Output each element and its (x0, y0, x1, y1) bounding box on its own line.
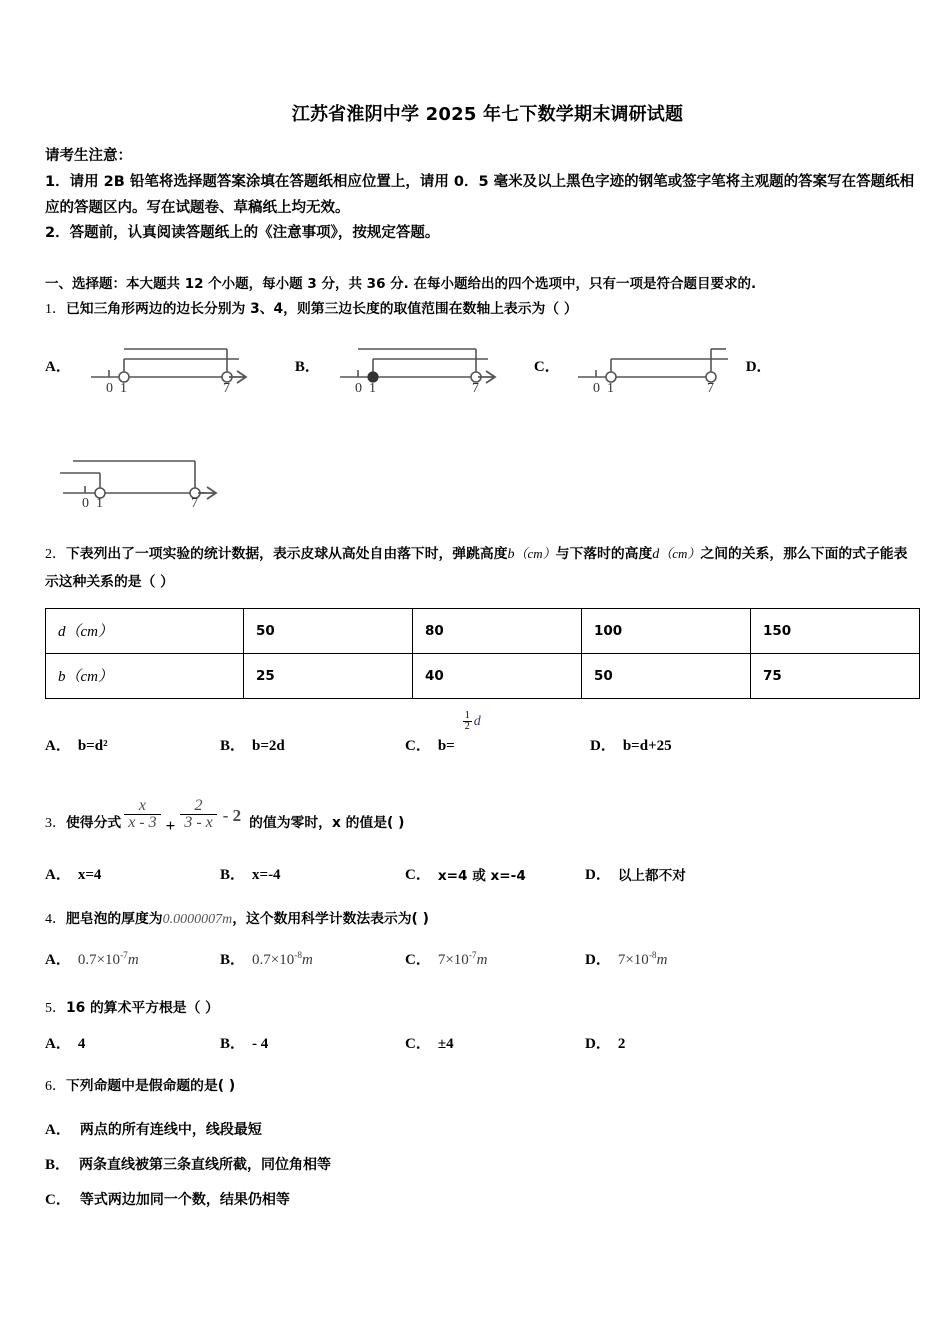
table-cell-d-1: 80 (413, 608, 582, 653)
expression-tail: - 2 (222, 806, 242, 826)
question-4-choice-c[interactable] (405, 948, 585, 969)
choice-figure-a[interactable] (45, 337, 259, 393)
question-5 (45, 995, 920, 1022)
question-2-text-part1: 下表列出了一项实验的统计数据，表示皮球从高处自由落下时，弹跳高度 (66, 546, 508, 563)
question-2-text-part3: 之间的关系，那么下面的式子能表示这种关系的是（ ） (45, 546, 908, 590)
question-2-text-part2: 与下落时的高度 (555, 546, 653, 563)
question-6-choice-c[interactable] (45, 1188, 920, 1209)
choice-value: $7\times 10^{-8}m$ (617, 950, 668, 968)
table-row (46, 608, 920, 653)
question-6-choice-a[interactable] (45, 1118, 920, 1139)
choice-value: x=4 (77, 867, 102, 884)
svg-text:7: 7 (706, 381, 714, 394)
choice-label: A． (45, 737, 71, 754)
svg-text:0: 0 (105, 381, 113, 394)
question-3-text-prefix: 使得分式 (66, 815, 122, 832)
choice-label: A． (45, 1122, 71, 1139)
question-4-choice-d[interactable] (585, 948, 667, 969)
choice-label: A． (45, 1035, 71, 1052)
choice-label: D． (590, 737, 616, 754)
table-cell-d-2: 100 (582, 608, 751, 653)
choice-label: D． (585, 1035, 611, 1052)
choice-label: D． (585, 951, 611, 968)
notice-heading: 请考生注意： (45, 148, 132, 164)
choice-label: D． (585, 867, 611, 884)
svg-text:1: 1 (119, 381, 127, 394)
choice-figure-c[interactable] (534, 337, 738, 393)
question-3-choices (45, 863, 920, 884)
question-5-choice-d[interactable] (585, 1032, 625, 1053)
number-line-d-icon (55, 447, 235, 507)
choice-value: b=2d (252, 737, 285, 754)
table-row (46, 653, 920, 698)
choice-value: b=d² (77, 737, 108, 754)
question-3-choice-d[interactable] (585, 863, 686, 884)
expression-operator: + (165, 816, 176, 836)
question-5-choice-b[interactable] (220, 1032, 405, 1053)
question-6-choice-b[interactable] (45, 1153, 920, 1174)
table-row-header-d: d（cm） (46, 608, 244, 653)
number-line-b-icon (328, 337, 508, 393)
fraction-2-numerator: 2 (194, 796, 203, 814)
choice-value: 两条直线被第三条直线所截，同位角相等 (79, 1157, 332, 1174)
table-cell-b-3: 75 (751, 653, 920, 698)
svg-text:0: 0 (354, 381, 362, 394)
question-2-choice-c[interactable] (405, 709, 590, 755)
question-1-figure-row-1 (45, 337, 920, 393)
question-3 (45, 796, 920, 842)
choice-label: C． (45, 1192, 71, 1209)
question-2-var-d: d (652, 547, 660, 563)
svg-text:7: 7 (222, 381, 230, 394)
choice-label: A． (45, 867, 71, 884)
table-cell-b-2: 50 (582, 653, 751, 698)
question-4-text-prefix: 肥皂泡的厚度为 (66, 911, 163, 928)
fraction-1-numerator: x (138, 796, 146, 814)
question-4-choices (45, 948, 920, 969)
choice-value: b=d+25 (622, 737, 672, 754)
svg-text:1: 1 (606, 381, 614, 394)
choice-label-a: A． (45, 358, 71, 375)
question-2-unit-2: （cm） (659, 546, 701, 562)
question-3-choice-a[interactable] (45, 863, 220, 884)
page-title: 江苏省淮阴中学 2025 年七下数学期末调研试题 (291, 104, 684, 125)
number-line-c-icon (568, 337, 738, 393)
choice-figure-b[interactable] (295, 337, 508, 393)
choice-figure-d[interactable] (55, 447, 235, 507)
choice-value: 等式两边加同一个数，结果仍相等 (79, 1192, 290, 1209)
svg-text:7: 7 (471, 381, 479, 394)
choice-value: ±4 (437, 1035, 454, 1052)
question-6-text: 下列命题中是假命题的是( ) (66, 1077, 236, 1094)
notice-line-1: 1．请用 2B 铅笔将选择题答案涂填在答题纸相应位置上，请用 0．5 毫米及以上黑色字迹的钢笔或签字笔将主观题的答案写在答题纸相应的答题区内。写在试题卷、草稿纸上均无效。 (45, 173, 915, 216)
choice-c-fraction (463, 711, 481, 733)
choice-label: C． (405, 1035, 431, 1052)
document-content (45, 100, 920, 1223)
question-4-value: 0.0000007m (162, 912, 233, 928)
question-1 (45, 296, 920, 323)
experiment-data-table (45, 608, 920, 699)
choice-value: 4 (77, 1035, 86, 1052)
question-5-text: 16 的算术平方根是（ ） (66, 999, 219, 1016)
choice-value: 以上都不对 (617, 868, 686, 885)
svg-text:1: 1 (368, 381, 376, 394)
question-4-number: 4． (45, 912, 66, 928)
choice-label: C． (405, 737, 431, 754)
choice-label: B． (220, 1035, 246, 1052)
svg-text:7: 7 (191, 496, 198, 508)
svg-text:0: 0 (592, 381, 600, 394)
choice-label: B． (45, 1157, 71, 1174)
fraction-1 (124, 798, 160, 833)
question-3-choice-b[interactable] (220, 863, 405, 884)
choice-label-d: D． (745, 358, 772, 375)
choice-value: $0.7\times 10^{-8}m$ (252, 950, 313, 968)
choice-value: 2 (617, 1035, 626, 1052)
question-5-choices (45, 1032, 920, 1053)
question-3-choice-c[interactable] (405, 863, 585, 884)
question-6 (45, 1073, 920, 1100)
question-2-choice-b[interactable] (220, 734, 405, 755)
fraction-variable: d (473, 713, 481, 729)
question-5-number: 5． (45, 1000, 66, 1016)
choice-label: B． (220, 867, 246, 884)
question-1-text: 已知三角形两边的边长分别为 3、4，则第三边长度的取值范围在数轴上表示为（ ） (66, 301, 578, 318)
question-6-choices (45, 1118, 920, 1209)
question-4-choice-a[interactable] (45, 948, 220, 969)
candidate-notice (45, 144, 920, 247)
number-line-a-icon (79, 337, 259, 393)
table-cell-b-1: 40 (413, 653, 582, 698)
question-2-unit-1: （cm） (514, 546, 556, 562)
question-4-choice-b[interactable] (220, 948, 405, 969)
question-6-number: 6． (45, 1078, 66, 1094)
question-2-choices (45, 709, 920, 755)
choice-value: b= (437, 737, 455, 754)
section-heading: 一、选择题：本大题共 12 个小题，每小题 3 分，共 36 分. 在每小题给出的四个选项中，只有一项是符合题目要求的. (45, 276, 757, 293)
question-4-text-suffix: ，这个数用科学计数法表示为( ) (232, 911, 429, 928)
choice-label-b: B． (294, 358, 320, 375)
fraction-1-denominator: x - 3 (124, 814, 160, 832)
choice-value: 两点的所有连线中，线段最短 (79, 1122, 262, 1139)
question-4 (45, 906, 920, 933)
question-3-expression (121, 796, 242, 840)
question-3-text-suffix: 的值为零时，x 的值是( ) (249, 815, 405, 832)
choice-label: C． (405, 867, 431, 884)
choice-label-c: C． (533, 358, 560, 375)
choice-figure-d-label[interactable] (746, 355, 780, 376)
choice-value: x=4 或 x=-4 (437, 868, 526, 885)
table-cell-b-0: 25 (244, 653, 413, 698)
choice-value: - 4 (252, 1035, 269, 1052)
choice-label: B． (220, 737, 246, 754)
table-row-header-b: b（cm） (46, 653, 244, 698)
question-2-var-b: b (507, 547, 515, 563)
question-2-choice-d[interactable] (590, 734, 672, 755)
choice-label: C． (405, 951, 431, 968)
fraction-denominator: 2 (464, 721, 470, 733)
fraction-2-denominator: 3 - x (180, 814, 216, 832)
question-2-number: 2． (45, 547, 66, 563)
svg-text:0: 0 (82, 496, 89, 508)
table-cell-d-0: 50 (244, 608, 413, 653)
choice-value: x=-4 (252, 867, 281, 884)
choice-label: A． (45, 951, 71, 968)
question-5-choice-c[interactable] (405, 1032, 585, 1053)
question-2 (45, 541, 920, 595)
question-1-figure-row-2 (55, 447, 920, 507)
fraction-2 (180, 798, 216, 833)
question-2-choice-a[interactable] (45, 734, 220, 755)
question-1-number: 1． (45, 302, 66, 318)
svg-text:1: 1 (96, 496, 103, 508)
choice-value: $7\times 10^{-7}m$ (437, 950, 488, 968)
table-cell-d-3: 150 (751, 608, 920, 653)
choice-label: B． (220, 951, 246, 968)
fraction-numerator: 1 (464, 709, 470, 721)
question-3-number: 3． (45, 816, 66, 832)
question-5-choice-a[interactable] (45, 1032, 220, 1053)
notice-line-2: 2．答题前，认真阅读答题纸上的《注意事项》，按规定答题。 (45, 225, 440, 242)
choice-value: $0.7\times 10^{-7}m$ (77, 950, 139, 968)
